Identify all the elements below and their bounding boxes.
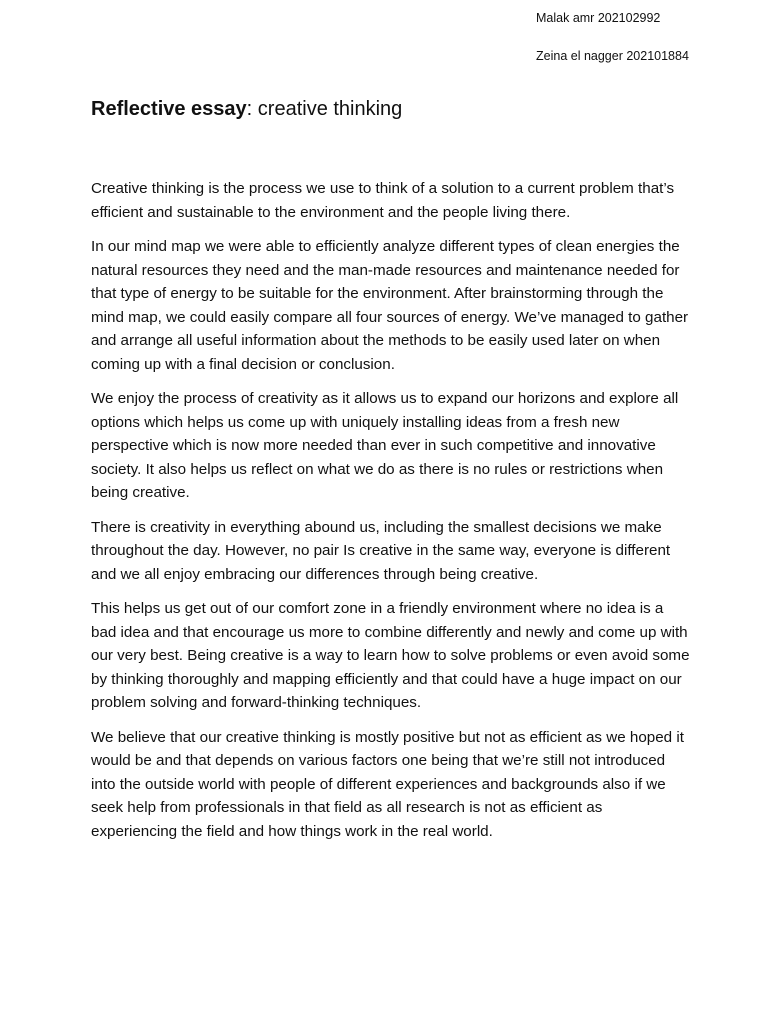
paragraph: There is creativity in everything abound us, including the smallest decisions we make throughout the day. However, no pair Is creative in the same way, everyone is different and we all enjoy embracing our differences through being creative. [91, 518, 671, 583]
title-bold-part: Reflective essay [91, 98, 247, 120]
essay-body [91, 177, 691, 854]
paragraph: Creative thinking is the process we use to think of a solution to a current problem that’s efficient and sustainable to the environment and the people living there. [91, 180, 675, 221]
document-title [91, 97, 402, 121]
paragraph: This helps us get out of our comfort zone in a friendly environment where no idea is a bad idea and that encourage us more to combine differently and newly and come up with our very best. Being creative is a way to learn how to solve problems or even avoid some by thinking thoroughly and mapping efficiently and that could have a huge impact on our problem solving and forward-thinking techniques. [91, 600, 690, 711]
author-line: Zeina el nagger 202101884 [536, 49, 689, 63]
paragraph: We believe that our creative thinking is mostly positive but not as efficient as we hoped it would be and that depends on various factors one being that we’re still not introduced into the outside world with people of different experiences and backgrounds also if we seek help from professionals in that field as all research is not as efficient as experiencing the field and how things work in the real world. [91, 728, 684, 840]
title-subject: : creative thinking [246, 98, 403, 120]
author-block [536, 12, 689, 88]
paragraph: We enjoy the process of creativity as it allows us to expand our horizons and explore all options which helps us come up with uniquely installing ideas from a fresh new perspective which is now more needed than ever in such competitive and innovative society. It also helps us reflect on what we do as there is no rules or restrictions when being creative. [91, 390, 679, 501]
author-line: Malak amr 202102992 [536, 11, 661, 25]
paragraph: In our mind map we were able to efficiently analyze different types of clean energies the natural resources they need and the man-made resources and maintenance needed for that type of energy to be suitable for the environment. After brainstorming through the mind map, we could easily compare all four sources of energy. We’ve managed to gather and arrange all useful information about the methods to be easily used later on when coming up with a final decision or conclusion. [91, 238, 689, 373]
